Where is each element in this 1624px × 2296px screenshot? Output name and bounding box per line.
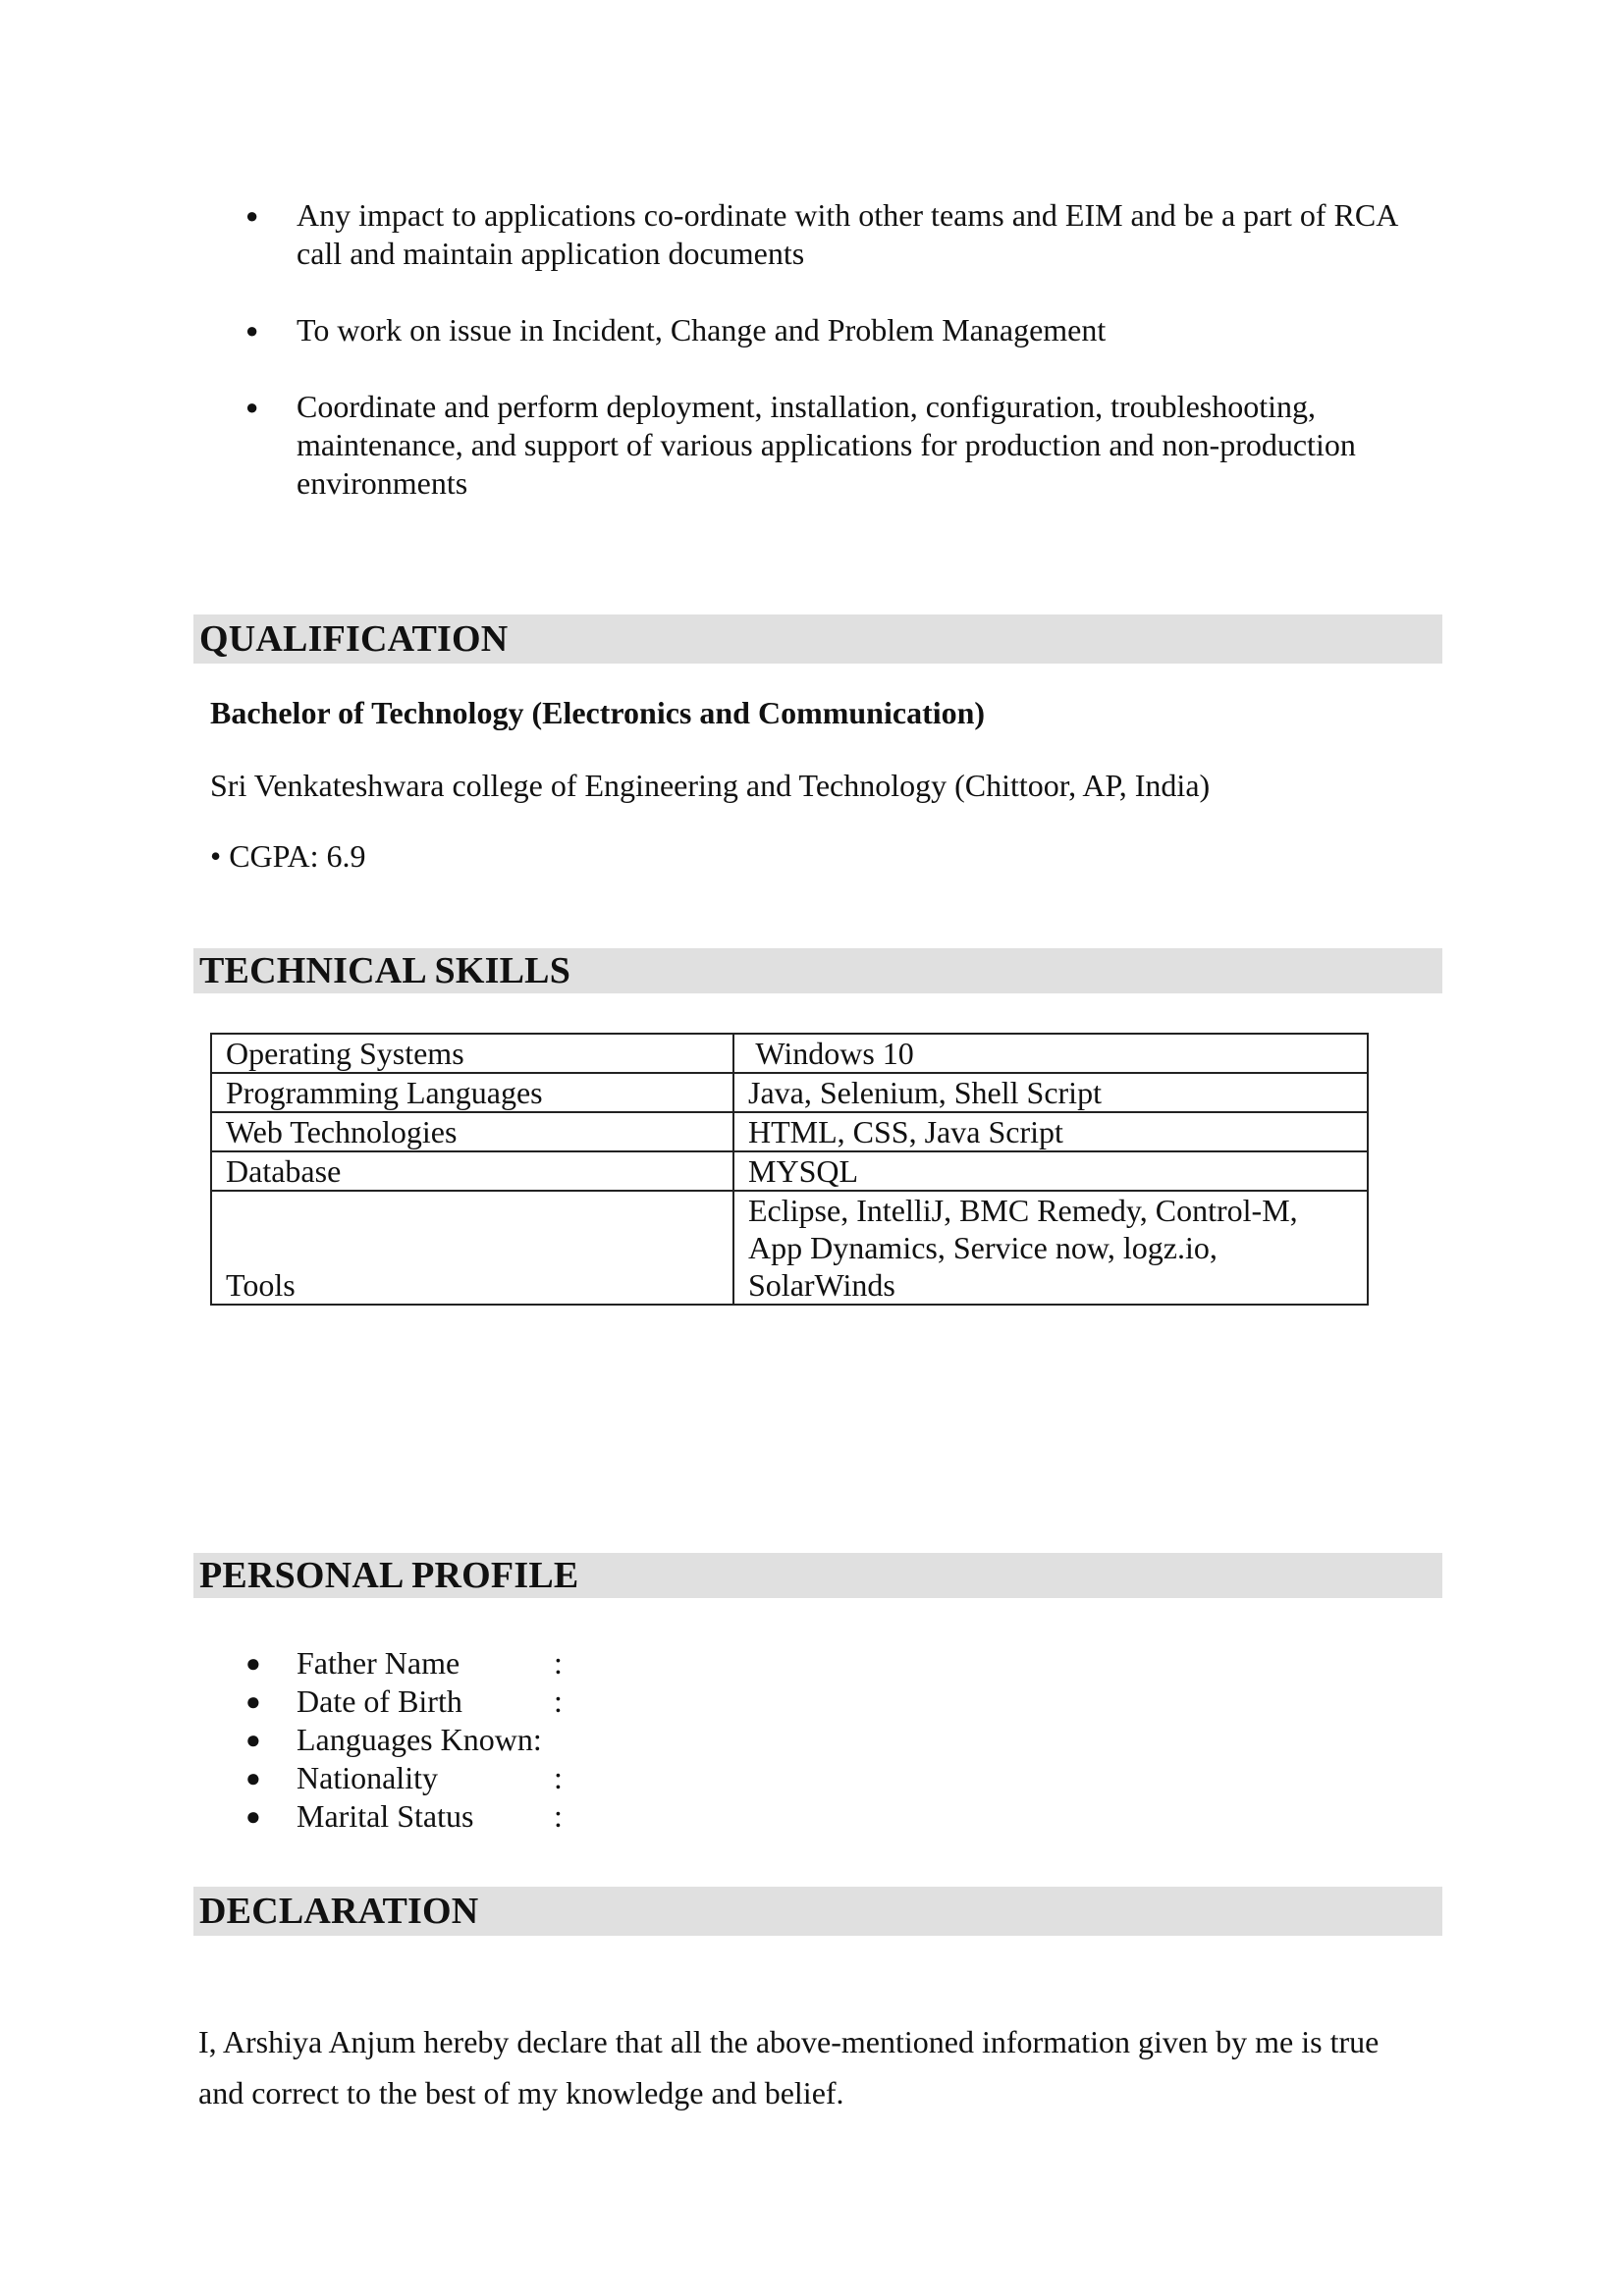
responsibility-text: Coordinate and perform deployment, installation, configuration, troubleshooting, maintenance, and support of various applications for production and non-production environments [297,389,1356,501]
profile-separator: : [532,1722,542,1757]
responsibility-text: Any impact to applications co-ordinate with other teams and EIM and be a part of RCA call and maintain application documents [297,197,1397,271]
declaration-text: I, Arshiya Anjum hereby declare that all the above-mentioned information given by me is true and correct to the best of my knowledge and belief. [198,2024,1380,2110]
profile-label: Marital Status [297,1798,474,1834]
list-item [245,311,1424,349]
bullet-icon: ● [245,318,259,343]
cgpa: • CGPA: 6.9 [210,838,366,874]
bullet-icon: ● [245,1726,261,1754]
bullet-icon: ● [245,1687,261,1716]
skill-value: Eclipse, IntelliJ, BMC Remedy, Control-M, App Dynamics, Service now, logz.io, SolarWinds [733,1191,1368,1305]
personal-profile-section-header [193,1553,1442,1598]
list-item [245,196,1424,273]
bullet-icon: ● [245,203,259,228]
skill-value: HTML, CSS, Java Script [733,1112,1368,1151]
profile-separator: : [554,1645,563,1681]
skill-value: Java, Selenium, Shell Script [733,1073,1368,1112]
bullet-icon: ● [245,1764,261,1792]
bullet-icon: ● [245,395,259,419]
profile-separator: : [554,1683,563,1719]
responsibility-text: To work on issue in Incident, Change and Problem Management [297,312,1107,347]
skill-value: Windows 10 [733,1034,1368,1073]
profile-label: Date of Birth [297,1683,462,1719]
table-row [211,1034,1368,1073]
skill-label: Database [211,1151,733,1191]
bullet-icon: ● [245,1802,261,1831]
list-item [245,1682,563,1721]
skill-label: Tools [211,1191,733,1305]
table-row [211,1073,1368,1112]
bullet-icon: ● [245,1649,261,1678]
skill-label: Programming Languages [211,1073,733,1112]
profile-label: Father Name [297,1645,460,1681]
declaration-heading: DECLARATION [199,1891,479,1932]
skill-value: MYSQL [733,1151,1368,1191]
personal-profile-list [245,1644,563,1836]
technical-skills-heading: TECHNICAL SKILLS [199,950,571,991]
technical-skills-section-header [193,948,1442,993]
degree-title: Bachelor of Technology (Electronics and Communication) [210,695,986,730]
profile-label: Languages Known [297,1722,533,1757]
profile-separator: : [554,1798,563,1834]
responsibilities-list [245,196,1424,541]
list-item [245,1644,563,1682]
table-row [211,1112,1368,1151]
list-item [245,1759,563,1797]
list-item [245,1797,563,1836]
list-item [245,1721,563,1759]
skill-label: Web Technologies [211,1112,733,1151]
qualification-section-header [193,614,1442,664]
profile-separator: : [554,1760,563,1795]
skills-table [210,1033,1369,1306]
college-name: Sri Venkateshwara college of Engineering and Technology (Chittoor, AP, India) [210,768,1211,803]
profile-label: Nationality [297,1760,438,1795]
table-row [211,1191,1368,1305]
table-row [211,1151,1368,1191]
skill-label: Operating Systems [211,1034,733,1073]
qualification-heading: QUALIFICATION [199,618,509,660]
list-item [245,388,1424,503]
personal-profile-heading: PERSONAL PROFILE [199,1555,579,1596]
declaration-section-header [193,1887,1442,1936]
